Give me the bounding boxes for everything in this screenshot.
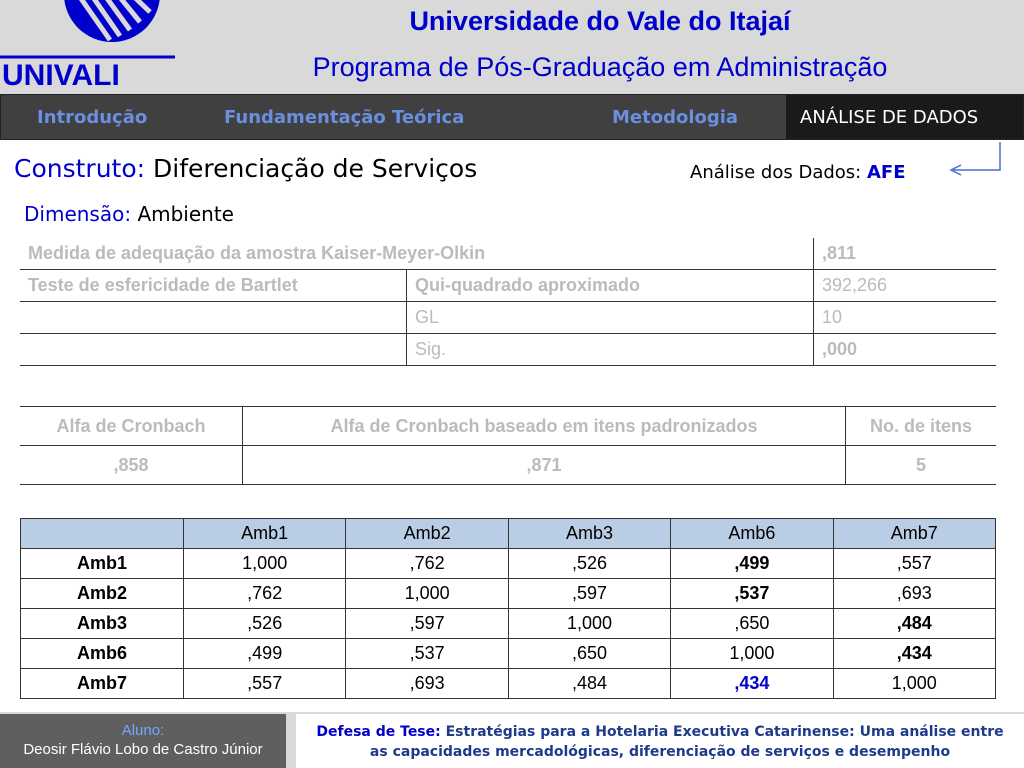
kmo-label: Medida de adequação da amostra Kaiser-Meyer-Olkin [20, 238, 814, 270]
nav-item-fundamentacao[interactable]: Fundamentação Teórica [224, 107, 465, 128]
table-row [21, 579, 996, 609]
footer [0, 712, 1024, 768]
table-cell: 1,000 [508, 609, 670, 639]
row-header: Amb3 [21, 609, 184, 639]
construto-heading [14, 154, 477, 183]
alfa-header-1: Alfa de Cronbach [20, 407, 243, 446]
header [0, 0, 1024, 92]
bartlett-label: Teste de esfericidade de Bartlet [20, 270, 407, 302]
aluno-box [0, 714, 286, 768]
program-title: Programa de Pós-Graduação em Administração [312, 52, 888, 82]
analise-heading [690, 162, 906, 183]
defesa-text: Estratégias para a Hotelaria Executiva Catarinense: Uma análise entre as capacidades mercadológicas, diferenciação de serviços e desempenho [369, 724, 1004, 760]
nav-item-introducao[interactable]: Introdução [37, 107, 148, 128]
defesa-box [296, 714, 1024, 768]
table-cell: ,693 [346, 669, 508, 699]
main-content [0, 140, 1024, 712]
bartlett-chi-value: 392,266 [814, 270, 997, 302]
dimensao-label: Dimensão: [24, 202, 132, 226]
university-title: Universidade do Vale do Itajaí [409, 6, 791, 36]
empty-cell [20, 302, 407, 334]
table-row [20, 334, 996, 366]
table-cell: ,762 [184, 579, 346, 609]
table-cell: ,537 [346, 639, 508, 669]
kmo-bartlett-table [20, 238, 996, 366]
cronbach-table [20, 406, 996, 485]
table-row [20, 302, 996, 334]
dimensao-heading [24, 202, 234, 226]
bartlett-sub-gl: GL [407, 302, 814, 334]
table-row [21, 609, 996, 639]
svg-text:UNIVALI: UNIVALI [2, 59, 120, 92]
table-cell: ,557 [184, 669, 346, 699]
table-cell: ,434 [671, 669, 833, 699]
table-row [20, 446, 996, 485]
aluno-name: Deosir Flávio Lobo de Castro Júnior [23, 741, 263, 758]
table-cell: ,557 [833, 549, 995, 579]
table-cell: ,650 [508, 639, 670, 669]
nav-bar [0, 94, 1024, 140]
alfa-value-1: ,858 [20, 446, 243, 485]
dimensao-value: Ambiente [137, 202, 234, 226]
column-header: Amb1 [184, 519, 346, 549]
row-header: Amb6 [21, 639, 184, 669]
row-header: Amb7 [21, 669, 184, 699]
alfa-header-3: No. de itens [846, 407, 997, 446]
table-cell: ,537 [671, 579, 833, 609]
bartlett-gl-value: 10 [814, 302, 997, 334]
corner-cell [21, 519, 184, 549]
nav-item-metodologia[interactable]: Metodologia [612, 107, 739, 128]
column-header: Amb3 [508, 519, 670, 549]
table-cell: ,434 [833, 639, 995, 669]
table-row [21, 669, 996, 699]
table-cell: ,597 [508, 579, 670, 609]
nav [0, 92, 1024, 140]
table-cell: ,693 [833, 579, 995, 609]
table-row [20, 270, 996, 302]
table-cell: 1,000 [346, 579, 508, 609]
correlation-table [20, 518, 996, 699]
column-header: Amb2 [346, 519, 508, 549]
analise-label: Análise dos Dados: [690, 162, 862, 183]
arrow-icon [945, 140, 1005, 180]
column-header: Amb6 [671, 519, 833, 549]
table-row [21, 549, 996, 579]
analise-value: AFE [866, 162, 906, 183]
bartlett-sub-chi: Qui-quadrado aproximado [407, 270, 814, 302]
construto-value: Diferenciação de Serviços [153, 154, 478, 183]
row-header: Amb1 [21, 549, 184, 579]
nav-active-label: ANÁLISE DE DADOS [800, 107, 979, 128]
bartlett-sub-sig: Sig. [407, 334, 814, 366]
kmo-value: ,811 [814, 238, 997, 270]
table-cell: ,484 [508, 669, 670, 699]
table-cell: ,484 [833, 609, 995, 639]
table-cell: ,650 [671, 609, 833, 639]
table-header-row [21, 519, 996, 549]
table-cell: 1,000 [184, 549, 346, 579]
nav-item-analise-de-dados[interactable] [786, 95, 1023, 139]
construto-label: Construto: [14, 154, 146, 183]
alfa-value-3: 5 [846, 446, 997, 485]
alfa-value-2: ,871 [243, 446, 846, 485]
table-cell: ,526 [508, 549, 670, 579]
aluno-label: Aluno: [121, 722, 165, 739]
alfa-header-2: Alfa de Cronbach baseado em itens padronizados [243, 407, 846, 446]
column-header: Amb7 [833, 519, 995, 549]
table-row [20, 407, 996, 446]
empty-cell [20, 334, 407, 366]
table-cell: ,597 [346, 609, 508, 639]
table-cell: ,499 [184, 639, 346, 669]
table-row [20, 238, 996, 270]
row-header: Amb2 [21, 579, 184, 609]
defesa-label: Defesa de Tese: [316, 724, 441, 740]
table-cell: 1,000 [833, 669, 995, 699]
bartlett-sig-value: ,000 [814, 334, 997, 366]
table-cell: ,499 [671, 549, 833, 579]
table-cell: ,526 [184, 609, 346, 639]
table-cell: 1,000 [671, 639, 833, 669]
univali-logo [0, 0, 180, 92]
table-cell: ,762 [346, 549, 508, 579]
table-row [21, 639, 996, 669]
